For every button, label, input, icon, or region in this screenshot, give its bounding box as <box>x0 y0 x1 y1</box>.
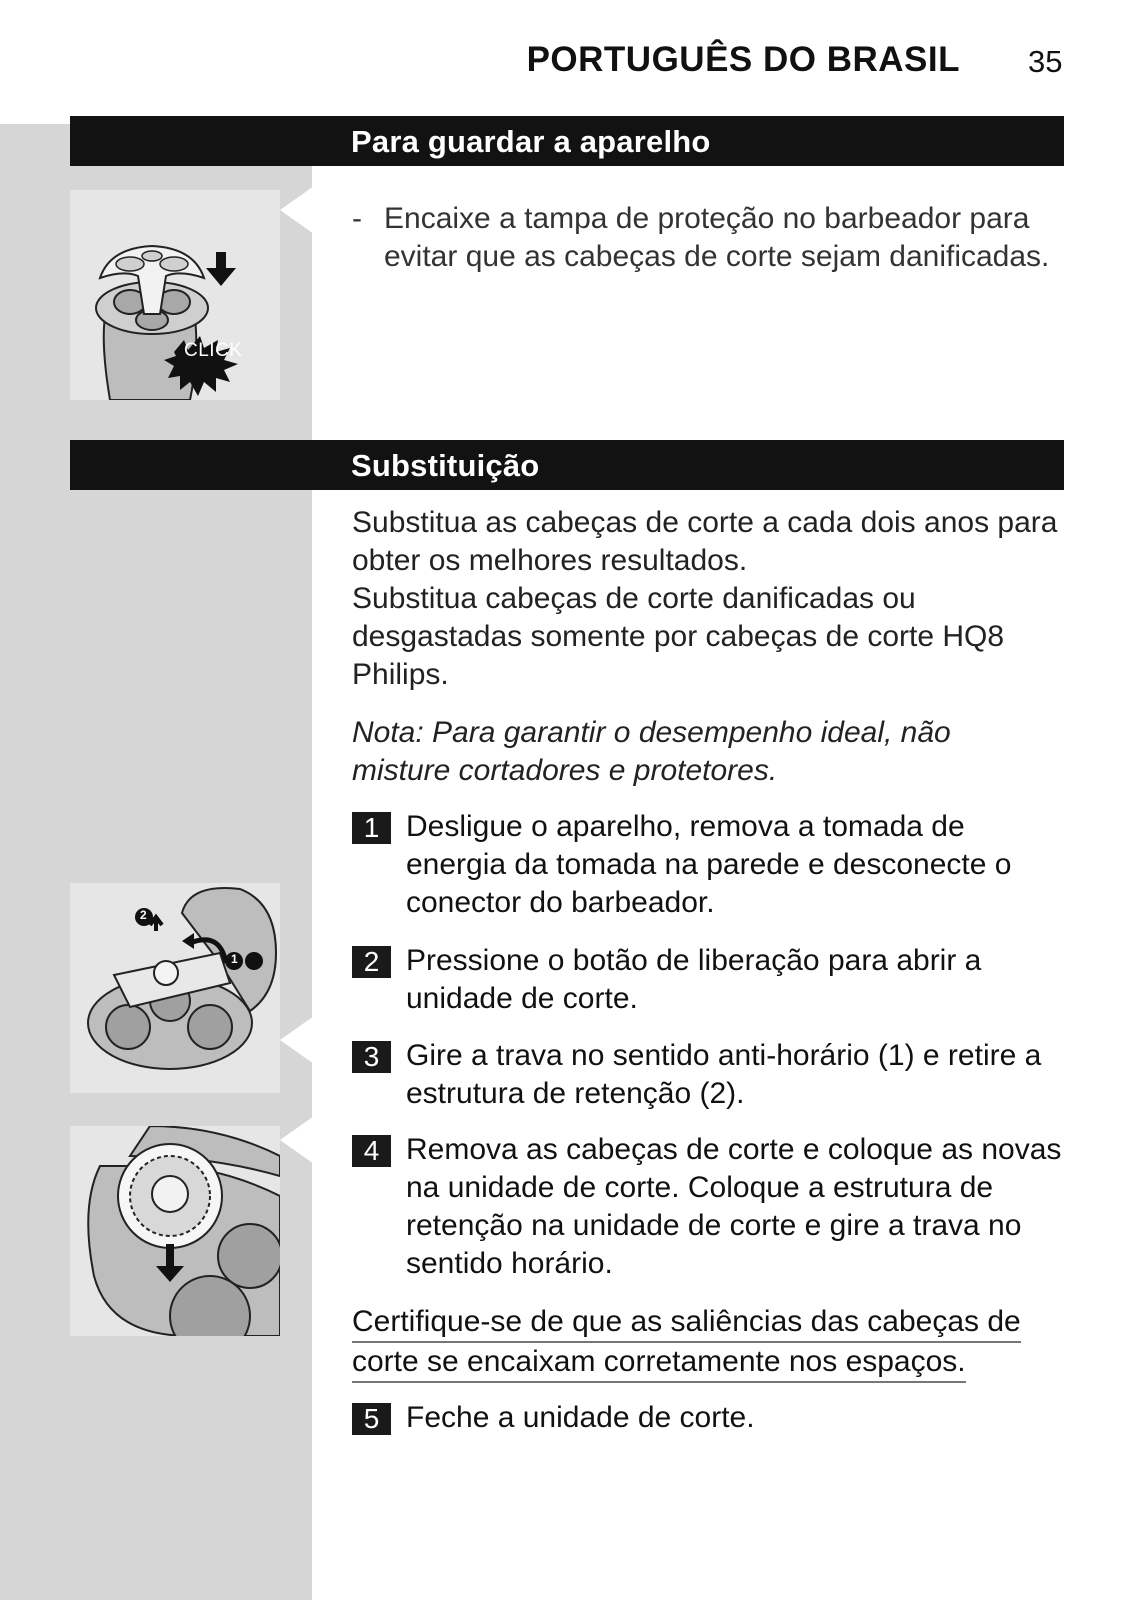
step-text: Pressione o botão de liberação para abrir a unidade de corte. <box>406 944 982 1015</box>
cutting-heads-illustration <box>70 1126 280 1336</box>
check-text <box>352 1303 1052 1383</box>
list-item <box>352 200 1072 276</box>
figure-cutting-heads <box>70 1126 280 1336</box>
step-number: 2 <box>352 946 391 978</box>
step-number: 5 <box>352 1403 391 1435</box>
section-title-store: Para guardar a aparelho <box>351 124 711 159</box>
step-number: 4 <box>352 1135 391 1167</box>
marker-1: 1 <box>231 952 238 966</box>
figure-pointer-notch <box>280 1016 314 1064</box>
figure-cap-fitting <box>70 190 280 400</box>
retaining-frame-illustration <box>70 883 280 1093</box>
figure-pointer-notch <box>280 1116 314 1164</box>
step-text: Remova as cabeças de corte e coloque as novas na unidade de corte. Coloque a estrutura de retenção na unidade de corte e gire a trava no sentido horário. <box>406 1133 1062 1280</box>
step-3 <box>352 1037 1072 1113</box>
step-2 <box>352 942 1072 1018</box>
intro-paragraph-2: Substitua cabeças de corte danificadas ou desgastadas somente por cabeças de corte HQ8 Philips. <box>352 582 1005 691</box>
figure-retaining-frame <box>70 883 280 1093</box>
click-label: CLICK <box>184 340 243 361</box>
note-text: Nota: Para garantir o desempenho ideal, não misture cortadores e protetores. <box>352 716 951 787</box>
step-text: Feche a unidade de corte. <box>406 1401 755 1434</box>
section-title-replace: Substituição <box>351 448 540 483</box>
section-bar-replace <box>70 440 1064 490</box>
check-line-1: Certifique-se de que as saliências das cabeças de <box>352 1303 1021 1343</box>
replace-intro <box>352 504 1072 694</box>
step-5 <box>352 1399 1072 1437</box>
section-bar-store <box>70 116 1064 166</box>
step-number: 3 <box>352 1041 391 1073</box>
step-text: Desligue o aparelho, remova a tomada de energia da tomada na parede e desconecte o conector do barbeador. <box>406 810 1012 919</box>
check-line-2: corte se encaixam corretamente nos espaços. <box>352 1343 966 1383</box>
figure-pointer-notch <box>280 186 314 234</box>
step-number: 1 <box>352 812 391 844</box>
step-text: Gire a trava no sentido anti-horário (1) e retire a estrutura de retenção (2). <box>406 1039 1042 1110</box>
step-1 <box>352 808 1072 922</box>
store-instruction: Encaixe a tampa de proteção no barbeador para evitar que as cabeças de corte sejam danificadas. <box>384 202 1050 273</box>
shaver-cap-illustration <box>70 190 280 400</box>
page-header-title: PORTUGUÊS DO BRASIL <box>526 40 960 79</box>
dash-marker: - <box>352 202 362 235</box>
marker-2: 2 <box>140 908 147 922</box>
page-number: 35 <box>1028 44 1063 79</box>
intro-paragraph-1: Substitua as cabeças de corte a cada dois anos para obter os melhores resultados. <box>352 506 1058 577</box>
step-4 <box>352 1131 1072 1283</box>
